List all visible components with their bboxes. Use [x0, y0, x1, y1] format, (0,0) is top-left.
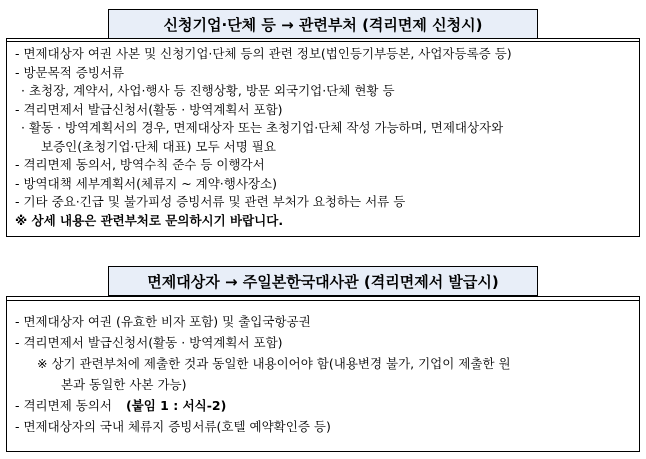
item-text: - 격리면제 동의서 — [15, 398, 112, 413]
list-item: · 활동 · 방역계획서의 경우, 면제대상자 또는 초청기업·단체 작성 가능하며, 면제대상자와 — [21, 120, 504, 135]
list-item: - 방문목적 증빙서류 — [15, 64, 125, 80]
section1-divider — [7, 41, 639, 42]
list-item: - 면제대상자 여권 사본 및 신청기업·단체 등의 관련 정보(법인등기부등본, 사업자등록증 등) — [15, 46, 512, 61]
list-item: - 격리면제 동의서, 방역수칙 준수 등 이행각서 — [15, 157, 265, 172]
list-item: - 격리면제서 발급신청서(활동 · 방역계획서 포함) — [15, 101, 283, 117]
list-item: - 격리면제서 발급신청서(활동 · 방역계획서 포함) — [15, 335, 283, 350]
list-item: - 면제대상자의 국내 체류지 증빙서류(호텔 예약확인증 등) — [15, 419, 331, 434]
note-item: ※ 상기 관련부처에 제출한 것과 동일한 내용이어야 함(내용변경 불가, 기업이 제출한 원 — [37, 356, 511, 371]
section1-box — [6, 38, 640, 237]
list-item — [15, 395, 631, 416]
section2-box — [6, 296, 640, 452]
note-item-continued: 본과 동일한 사본 가능) — [61, 377, 187, 392]
list-item: · 초청장, 계약서, 사업·행사 등 진행상황, 방문 외국기업·단체 현황 등 — [21, 83, 395, 98]
list-item: - 면제대상자 여권 (유효한 비자 포함) 및 출입국항공권 — [15, 314, 311, 329]
section1-list — [15, 45, 631, 230]
list-item: - 기타 중요·긴급 및 불가피성 증빙서류 및 관련 부처가 요청하는 서류 등 — [15, 194, 406, 209]
note-item: ※ 상세 내용은 관련부처로 문의하시기 바랍니다. — [15, 212, 284, 228]
section2-title: 면제대상자 → 주일본한국대사관 (격리면제서 발급시) — [108, 266, 538, 296]
attachment-reference: (붙임 1 : 서식-2) — [125, 398, 227, 413]
list-item: 보증인(초청기업·단체 대표) 모두 서명 필요 — [41, 138, 276, 154]
section1-title: 신청기업·단체 등 → 관련부처 (격리면제 신청시) — [108, 9, 538, 39]
list-item: - 방역대책 세부계획서(체류지 ~ 계약·행사장소) — [15, 175, 277, 191]
section2-divider — [7, 300, 639, 301]
section2-list — [15, 311, 631, 437]
